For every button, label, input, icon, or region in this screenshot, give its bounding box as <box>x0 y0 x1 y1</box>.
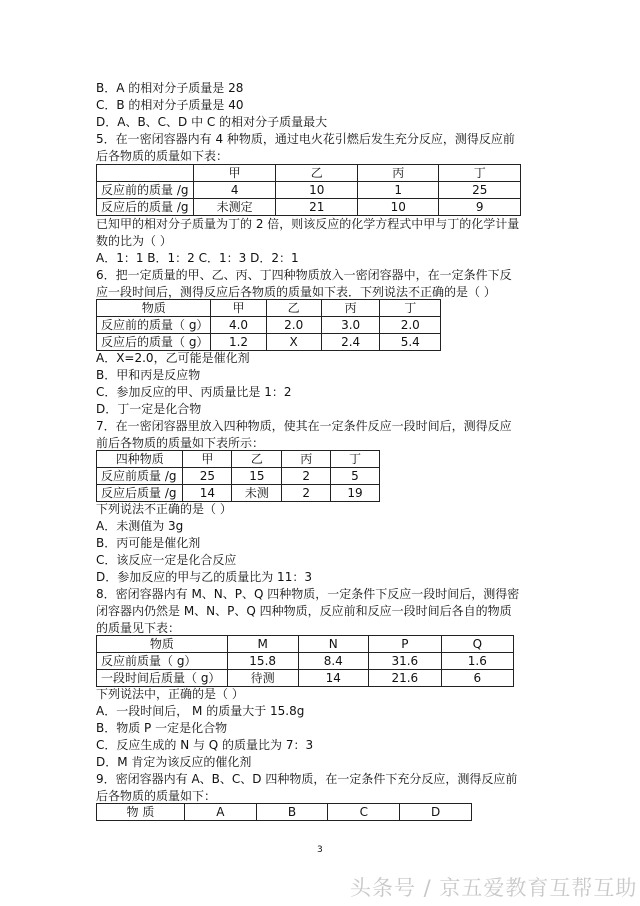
table-header-row <box>97 804 472 821</box>
question-8-option-a: A．一段时间后， M 的质量大于 15.8g <box>96 704 305 718</box>
table-row <box>97 199 521 216</box>
question-5-stem: 5．在一密闭容器内有 4 种物质，通过电火花引燃后发生充分反应，测得反应前 <box>96 132 515 146</box>
table-cell: N <box>298 636 368 653</box>
table-cell: 反应前质量 /g <box>97 468 183 485</box>
table-question-7 <box>96 450 380 502</box>
table-cell: 乙 <box>276 165 358 182</box>
table-question-5 <box>96 164 521 216</box>
table-row <box>97 653 514 670</box>
table-cell: 反应后的质量 /g <box>97 199 194 216</box>
question-7-stem-cont: 前后各物质的质量如下表所示： <box>96 436 265 450</box>
question-7-option-c: C．该反应一定是化合反应 <box>96 553 237 567</box>
question-6-option-c: C．参加反应的甲、丙质量比是 1：2 <box>96 385 292 399</box>
table-row <box>97 317 441 334</box>
question-7-option-a: A．未测值为 3g <box>96 519 184 533</box>
question-9-stem-cont: 后各物质的质量如下： <box>96 789 217 803</box>
table-cell: 反应前的质量 /g <box>97 182 194 199</box>
table-cell: 反应后的质量（ g） <box>97 334 211 351</box>
page-number: 3 <box>317 845 323 855</box>
question-5-options: A．1：1 B．1：2 C．1：3 D．2：1 <box>96 251 299 265</box>
table-cell: 丁 <box>380 300 441 317</box>
question-9-stem: 9．密闭容器内有 A、B、C、D 四种物质，在一定条件下充分反应，测得反应前 <box>96 772 518 786</box>
table-cell: 9 <box>439 199 521 216</box>
table-cell: Q <box>441 636 513 653</box>
table-cell: P <box>368 636 441 653</box>
table-cell: 5 <box>331 468 380 485</box>
table-cell: M <box>227 636 298 653</box>
table-question-6 <box>96 299 441 351</box>
table-header-row <box>97 165 521 182</box>
table-cell <box>97 165 194 182</box>
question-7-prompt: 下列说法不正确的是（ ） <box>96 502 232 516</box>
table-cell: 25 <box>439 182 521 199</box>
option-d-line: D．A、B、C、D 中 C 的相对分子质量最大 <box>96 115 328 129</box>
option-c-line: C．B 的相对分子质量是 40 <box>96 98 244 112</box>
table-header-row <box>97 636 514 653</box>
question-6-option-a: A．X=2.0，乙可能是催化剂 <box>96 351 250 365</box>
table-cell: X <box>266 334 321 351</box>
question-7-stem: 7．在一密闭容器里放入四种物质，使其在一定条件反应一段时间后，测得反应 <box>96 419 512 433</box>
table-row <box>97 182 521 199</box>
question-5-text: 已知甲的相对分子质量为丁的 2 倍，则该反应的化学方程式中甲与丁的化学计量 <box>96 217 520 231</box>
table-cell: C <box>328 804 400 821</box>
table-cell: 1.6 <box>441 653 513 670</box>
table-cell: A <box>184 804 256 821</box>
question-8-option-d: D．M 肯定为该反应的催化剂 <box>96 755 252 769</box>
table-cell: 物质 <box>97 300 211 317</box>
table-cell: 8.4 <box>298 653 368 670</box>
table-cell: 待测 <box>227 670 298 687</box>
question-5-text-cont: 数的比为（ ） <box>96 234 172 248</box>
table-cell: 4.0 <box>211 317 266 334</box>
question-8-stem: 8．密闭容器内有 M、N、P、Q 四种物质，一定条件下反应一段时间后，测得密 <box>96 587 520 601</box>
table-cell: 丙 <box>282 451 331 468</box>
question-6-option-b: B．甲和丙是反应物 <box>96 368 201 382</box>
table-cell: 21.6 <box>368 670 441 687</box>
table-cell: 丁 <box>331 451 380 468</box>
option-b-line: B．A 的相对分子质量是 28 <box>96 81 244 95</box>
table-cell: 未测定 <box>193 199 276 216</box>
table-cell: 1.2 <box>211 334 266 351</box>
table-cell: 四种物质 <box>97 451 183 468</box>
question-7-option-b: B．丙可能是催化剂 <box>96 536 201 550</box>
table-cell: 14 <box>183 485 232 502</box>
table-cell: B <box>256 804 328 821</box>
table-cell: 2.0 <box>266 317 321 334</box>
table-row <box>97 485 380 502</box>
table-cell: 10 <box>357 199 439 216</box>
question-8-option-b: B．物质 P 一定是化合物 <box>96 721 228 735</box>
table-cell: 5.4 <box>380 334 441 351</box>
table-cell: 2 <box>282 485 331 502</box>
table-cell: 一段时间后质量（ g） <box>97 670 228 687</box>
table-cell: 物质 <box>97 636 228 653</box>
question-8-stem-cont2: 的质量见下表： <box>96 621 181 635</box>
table-cell: 6 <box>441 670 513 687</box>
table-cell: 2.4 <box>321 334 380 351</box>
table-row <box>97 468 380 485</box>
table-cell: 25 <box>183 468 232 485</box>
table-row <box>97 334 441 351</box>
table-cell: 甲 <box>211 300 266 317</box>
table-cell: 丁 <box>439 165 521 182</box>
table-cell: 15.8 <box>227 653 298 670</box>
table-question-9 <box>96 803 472 821</box>
table-cell: 4 <box>193 182 276 199</box>
question-6-option-d: D．丁一定是化合物 <box>96 402 202 416</box>
question-6-stem: 6．把一定质量的甲、乙、丙、丁四种物质放入一密闭容器中，在一定条件下反 <box>96 268 512 282</box>
table-cell: 1 <box>357 182 439 199</box>
table-cell: 21 <box>276 199 358 216</box>
table-cell: 2.0 <box>380 317 441 334</box>
table-cell: 丙 <box>321 300 380 317</box>
table-cell: 31.6 <box>368 653 441 670</box>
table-cell: 15 <box>232 468 282 485</box>
table-header-row <box>97 300 441 317</box>
question-5-stem-cont: 后各物质的质量如下表： <box>96 149 229 163</box>
table-cell: 未测 <box>232 485 282 502</box>
table-row <box>97 670 514 687</box>
question-6-stem-cont: 应一段时间后，测得反应后各物质的质量如下表．下列说法不正确的是（ ） <box>96 285 496 299</box>
table-cell: 乙 <box>232 451 282 468</box>
table-cell: 甲 <box>193 165 276 182</box>
table-cell: 3.0 <box>321 317 380 334</box>
table-cell: 乙 <box>266 300 321 317</box>
table-cell: 10 <box>276 182 358 199</box>
table-cell: 反应后质量 /g <box>97 485 183 502</box>
question-8-stem-cont: 闭容器内仍然是 M、N、P、Q 四种物质，反应前和反应一段时间后各自的物质 <box>96 604 512 618</box>
table-cell: 14 <box>298 670 368 687</box>
watermark-text: 头条号 / 京五爱教育互帮互助 <box>350 876 638 900</box>
table-cell: 2 <box>282 468 331 485</box>
table-cell: 甲 <box>183 451 232 468</box>
table-cell: 19 <box>331 485 380 502</box>
question-7-option-d: D．参加反应的甲与乙的质量比为 11：3 <box>96 570 312 584</box>
table-cell: 丙 <box>357 165 439 182</box>
table-header-row <box>97 451 380 468</box>
table-cell: 物 质 <box>97 804 185 821</box>
table-cell: D <box>400 804 472 821</box>
question-8-option-c: C．反应生成的 N 与 Q 的质量比为 7：3 <box>96 738 314 752</box>
table-cell: 反应前的质量（ g） <box>97 317 211 334</box>
table-cell: 反应前质量（ g） <box>97 653 228 670</box>
table-question-8 <box>96 635 514 687</box>
question-8-prompt: 下列说法中，正确的是（ ） <box>96 687 244 701</box>
